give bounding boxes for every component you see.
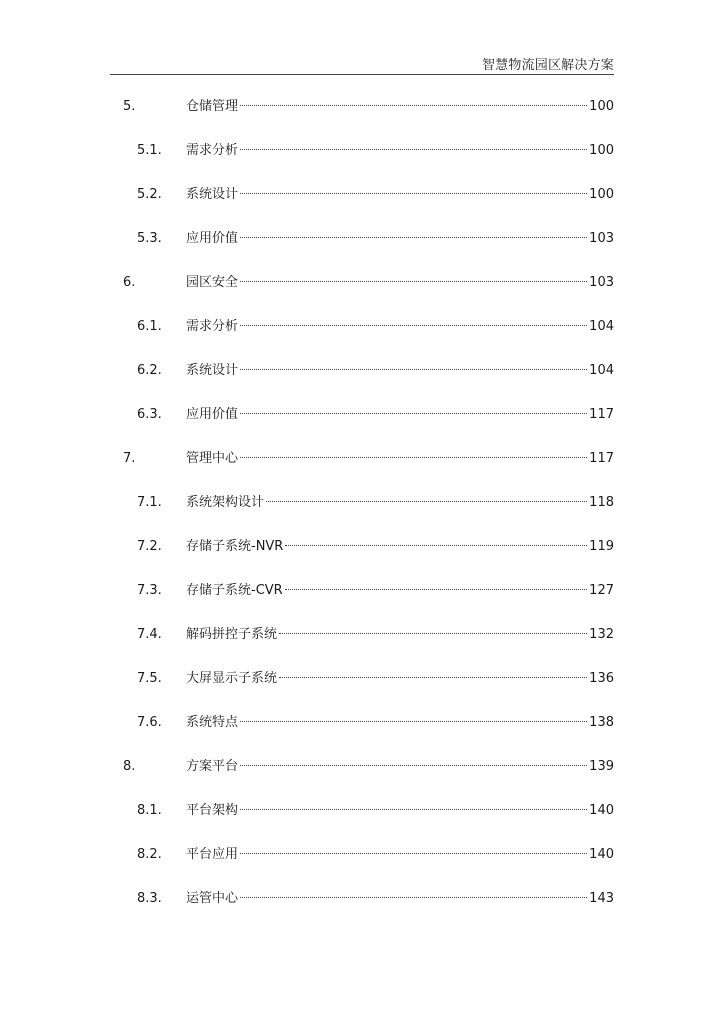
- toc-entry-line: [186, 535, 614, 559]
- toc-entry-title[interactable]: 管理中心: [186, 451, 239, 466]
- toc-entry-title[interactable]: 平台架构: [186, 803, 239, 818]
- toc-entry-title[interactable]: 平台应用: [186, 847, 239, 862]
- toc-entry[interactable]: [0, 271, 724, 295]
- toc-dot-leader: [285, 545, 587, 546]
- toc-entry-line: [186, 667, 614, 691]
- toc-entry-title[interactable]: 系统设计: [186, 363, 239, 378]
- toc-entry-title[interactable]: 存储子系统-CVR: [186, 583, 283, 598]
- toc-entry[interactable]: [0, 227, 724, 251]
- toc-entry-line: [186, 315, 614, 339]
- toc-entry-line: [186, 491, 614, 515]
- toc-dot-leader: [266, 501, 587, 502]
- toc-entry[interactable]: [0, 315, 724, 339]
- toc-page-number[interactable]: 100: [589, 143, 614, 158]
- toc-section-number: 5.2.: [137, 187, 162, 202]
- toc-entry-line: [186, 799, 614, 823]
- toc-section-number: 6.1.: [137, 319, 162, 334]
- toc-section-number: 7.5.: [137, 671, 162, 686]
- toc-page-number[interactable]: 117: [589, 451, 614, 466]
- toc-entry[interactable]: [0, 535, 724, 559]
- toc-entry-title[interactable]: 方案平台: [186, 759, 239, 774]
- toc-page-number[interactable]: 140: [589, 803, 614, 818]
- toc-dot-leader: [240, 413, 587, 414]
- toc-page-number[interactable]: 104: [589, 319, 614, 334]
- toc-page-number[interactable]: 139: [589, 759, 614, 774]
- toc-section-number: 8.: [123, 759, 136, 774]
- toc-dot-leader: [240, 193, 587, 194]
- toc-entry-title[interactable]: 系统设计: [186, 187, 239, 202]
- toc-page-number[interactable]: 100: [589, 187, 614, 202]
- toc-entry[interactable]: [0, 799, 724, 823]
- toc-dot-leader: [240, 237, 587, 238]
- toc-section-number: 6.: [123, 275, 136, 290]
- toc-section-number: 7.2.: [137, 539, 162, 554]
- toc-entry-line: [186, 887, 614, 911]
- toc-entry[interactable]: [0, 623, 724, 647]
- toc-page-number[interactable]: 143: [589, 891, 614, 906]
- toc-page-number[interactable]: 104: [589, 363, 614, 378]
- toc-dot-leader: [240, 721, 587, 722]
- toc-entry[interactable]: [0, 667, 724, 691]
- toc-entry-line: [186, 623, 614, 647]
- toc-dot-leader: [240, 105, 587, 106]
- toc-entry-title[interactable]: 仓储管理: [186, 99, 239, 114]
- toc-entry-title[interactable]: 需求分析: [186, 143, 239, 158]
- toc-entry-line: [186, 403, 614, 427]
- toc-section-number: 5.: [123, 99, 136, 114]
- toc-entry-line: [186, 95, 614, 119]
- toc-section-number: 8.2.: [137, 847, 162, 862]
- toc-entry[interactable]: [0, 755, 724, 779]
- toc-dot-leader: [285, 589, 587, 590]
- toc-entry[interactable]: [0, 579, 724, 603]
- toc-entry[interactable]: [0, 183, 724, 207]
- toc-section-number: 8.3.: [137, 891, 162, 906]
- toc-page-number[interactable]: 118: [589, 495, 614, 510]
- toc-section-number: 7.4.: [137, 627, 162, 642]
- toc-section-number: 6.3.: [137, 407, 162, 422]
- toc-section-number: 6.2.: [137, 363, 162, 378]
- toc-entry[interactable]: [0, 359, 724, 383]
- toc-page-number[interactable]: 138: [589, 715, 614, 730]
- toc-entry-line: [186, 755, 614, 779]
- toc-entry-line: [186, 843, 614, 867]
- toc-dot-leader: [240, 765, 587, 766]
- running-header-title: 智慧物流园区解决方案: [481, 58, 614, 73]
- toc-entry-title[interactable]: 存储子系统-NVR: [186, 539, 284, 554]
- toc-page-number[interactable]: 119: [589, 539, 614, 554]
- toc-entry[interactable]: [0, 491, 724, 515]
- toc-page-number[interactable]: 117: [589, 407, 614, 422]
- toc-section-number: 7.3.: [137, 583, 162, 598]
- toc-page-number[interactable]: 140: [589, 847, 614, 862]
- toc-dot-leader: [240, 853, 587, 854]
- toc-entry[interactable]: [0, 843, 724, 867]
- toc-entry-title[interactable]: 需求分析: [186, 319, 239, 334]
- header-divider: [110, 74, 614, 75]
- toc-entry-line: [186, 579, 614, 603]
- toc-dot-leader: [240, 809, 587, 810]
- toc-section-number: 5.1.: [137, 143, 162, 158]
- toc-dot-leader: [240, 897, 587, 898]
- toc-page-number[interactable]: 132: [589, 627, 614, 642]
- toc-dot-leader: [240, 281, 587, 282]
- toc-entry-title[interactable]: 园区安全: [186, 275, 239, 290]
- toc-dot-leader: [240, 325, 587, 326]
- toc-entry-line: [186, 271, 614, 295]
- toc-entry-line: [186, 447, 614, 471]
- toc-entry-title[interactable]: 运管中心: [186, 891, 239, 906]
- toc-page-number[interactable]: 136: [589, 671, 614, 686]
- toc-section-number: 5.3.: [137, 231, 162, 246]
- toc-section-number: 8.1.: [137, 803, 162, 818]
- toc-entry-line: [186, 711, 614, 735]
- toc-section-number: 7.6.: [137, 715, 162, 730]
- toc-section-number: 7.1.: [137, 495, 162, 510]
- toc-entry[interactable]: [0, 447, 724, 471]
- toc-entry-title[interactable]: 系统特点: [186, 715, 239, 730]
- toc-section-number: 7.: [123, 451, 136, 466]
- toc-entry[interactable]: [0, 887, 724, 911]
- toc-entry-title[interactable]: 应用价值: [186, 231, 239, 246]
- toc-entry-title[interactable]: 系统架构设计: [186, 495, 265, 510]
- toc-entry-line: [186, 359, 614, 383]
- toc-entry-line: [186, 227, 614, 251]
- toc-entry[interactable]: [0, 139, 724, 163]
- toc-page-number[interactable]: 103: [589, 231, 614, 246]
- toc-dot-leader: [240, 149, 587, 150]
- toc-entry-title[interactable]: 大屏显示子系统: [186, 671, 278, 686]
- toc-page-number[interactable]: 127: [589, 583, 614, 598]
- toc-entry-title[interactable]: 解码拼控子系统: [186, 627, 278, 642]
- toc-dot-leader: [279, 677, 587, 678]
- toc-entry[interactable]: [0, 711, 724, 735]
- toc-entry-title[interactable]: 应用价值: [186, 407, 239, 422]
- toc-dot-leader: [279, 633, 587, 634]
- toc-page-number[interactable]: 103: [589, 275, 614, 290]
- toc-entry[interactable]: [0, 95, 724, 119]
- toc-entry-line: [186, 139, 614, 163]
- toc-dot-leader: [240, 457, 587, 458]
- toc-dot-leader: [240, 369, 587, 370]
- toc-entry-line: [186, 183, 614, 207]
- toc-entry[interactable]: [0, 403, 724, 427]
- toc-page-number[interactable]: 100: [589, 99, 614, 114]
